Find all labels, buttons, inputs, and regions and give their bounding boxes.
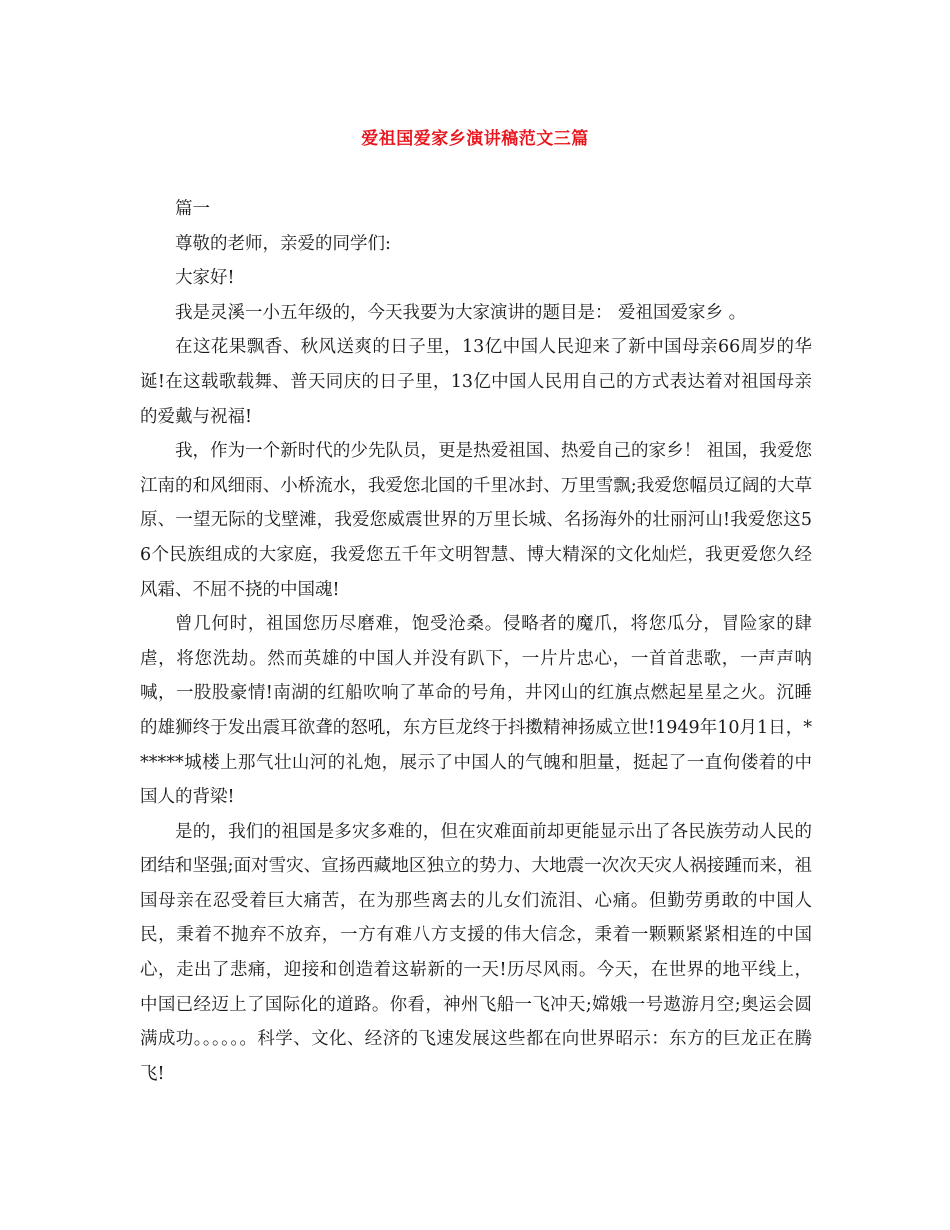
section-heading: 篇一 (175, 199, 210, 219)
document-title: 爱祖国爱家乡演讲稿范文三篇 (361, 129, 589, 149)
paragraph-resilience: 是的，我们的祖国是多灾多难的，但在灾难面前却更能显示出了各民族劳动人民的团结和坚强;面对雪灾、宣扬西藏地区独立的势力、大地震一次次天灾人祸接踵而来，祖国母亲在忍受着巨大痛苦，在为那些离去的儿女们流泪、心痛。但勤劳勇敢的中国人民，秉着不抛弃不放弃，一方有难八方支援的伟大信念，秉着一颗颗紧紧相连的中国心，走出了悲痛，迎接和创造着这崭新的一天!历尽风雨。今天，在世界的地平线上，中国已经迈上了国际化的道路。你看，神州飞船一飞冲天;嫦娥一号遨游月空;奥运会圆满成功。。。。。。科学、文化、经济的飞速发展这些都在向世界昭示：东方的巨龙正在腾飞! (140, 821, 812, 1084)
paragraph-intro: 我是灵溪一小五年级的，今天我要为大家演讲的题目是： 爱祖国爱家乡 。 (175, 302, 747, 323)
salutation: 尊敬的老师，亲爱的同学们: (175, 233, 391, 254)
paragraph-love-motherland: 我，作为一个新时代的少先队员，更是热爱祖国、热爱自己的家乡！ 祖国，我爱您江南的和风细雨、小桥流水，我爱您北国的千里冰封、万里雪飘;我爱您幅员辽阔的大草原、一望无际的戈壁滩，我爱您威震世界的万里长城、名扬海外的壮丽河山!我爱您这56个民族组成的大家庭，我爱您五千年文明智慧、博大精深的文化灿烂，我更爱您久经风霜、不屈不挠的中国魂! (140, 441, 812, 600)
paragraph-history: 曾几何时，祖国您历尽磨难，饱受沧桑。侵略者的魔爪，将您瓜分，冒险家的肆虐，将您洗劫。然而英雄的中国人并没有趴下，一片片忠心，一首首悲歌，一声声呐喊，一股股豪情!南湖的红船吹响了革命的号角，井冈山的红旗点燃起星星之火。沉睡的雄狮终于发出震耳欲聋的怒吼，东方巨龙终于抖擞精神扬威立世!1949年10月1日，******城楼上那气壮山河的礼炮，展示了中国人的气魄和胆量，挺起了一直佝偻着的中国人的背梁! (140, 614, 812, 808)
greeting: 大家好! (175, 268, 235, 289)
paragraph-anniversary: 在这花果飘香、秋风送爽的日子里，13亿中国人民迎来了新中国母亲66周岁的华诞!在这载歌载舞、普天同庆的日子里，13亿中国人民用自己的方式表达着对祖国母亲的爱戴与祝福! (140, 337, 812, 427)
document-body (140, 192, 812, 1091)
